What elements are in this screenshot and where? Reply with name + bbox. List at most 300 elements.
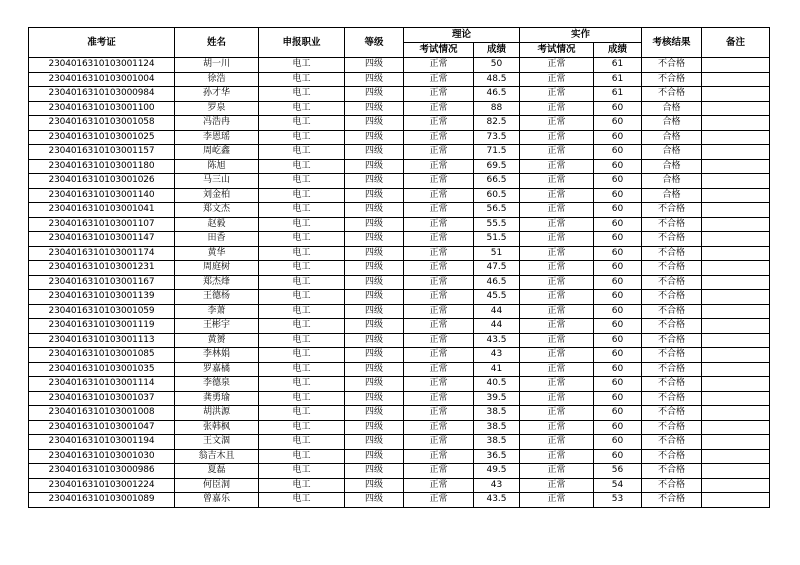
cell-practice-score: 60 — [594, 261, 642, 276]
cell-name: 陈旭 — [175, 159, 259, 174]
cell-practice-score: 60 — [594, 406, 642, 421]
cell-id: 2304016310103001231 — [29, 261, 175, 276]
cell-name: 何臣洞 — [175, 478, 259, 493]
cell-result: 不合格 — [642, 261, 702, 276]
cell-theory-score: 88 — [474, 101, 520, 116]
table-row — [29, 406, 770, 421]
cell-name: 李萧 — [175, 304, 259, 319]
table-row — [29, 377, 770, 392]
cell-practice-status: 正常 — [520, 203, 594, 218]
cell-id: 2304016310103001085 — [29, 348, 175, 363]
cell-practice-score: 60 — [594, 420, 642, 435]
cell-practice-status: 正常 — [520, 116, 594, 131]
cell-remark — [702, 449, 770, 464]
cell-remark — [702, 232, 770, 247]
cell-id: 2304016310103001157 — [29, 145, 175, 160]
table-row — [29, 174, 770, 189]
cell-name: 罗泉 — [175, 101, 259, 116]
cell-theory-score: 36.5 — [474, 449, 520, 464]
cell-result: 合格 — [642, 174, 702, 189]
table-row — [29, 348, 770, 363]
cell-practice-score: 60 — [594, 275, 642, 290]
cell-theory-status: 正常 — [404, 203, 474, 218]
cell-practice-score: 60 — [594, 377, 642, 392]
cell-theory-status: 正常 — [404, 275, 474, 290]
cell-theory-score: 66.5 — [474, 174, 520, 189]
cell-level: 四级 — [345, 174, 404, 189]
cell-level: 四级 — [345, 232, 404, 247]
cell-practice-status: 正常 — [520, 348, 594, 363]
cell-result: 不合格 — [642, 377, 702, 392]
cell-theory-score: 55.5 — [474, 217, 520, 232]
cell-remark — [702, 72, 770, 87]
cell-theory-score: 51 — [474, 246, 520, 261]
cell-level: 四级 — [345, 159, 404, 174]
cell-practice-score: 56 — [594, 464, 642, 479]
cell-name: 马三山 — [175, 174, 259, 189]
cell-practice-score: 60 — [594, 348, 642, 363]
cell-theory-score: 69.5 — [474, 159, 520, 174]
cell-level: 四级 — [345, 188, 404, 203]
cell-level: 四级 — [345, 362, 404, 377]
cell-theory-score: 50 — [474, 58, 520, 73]
cell-theory-score: 56.5 — [474, 203, 520, 218]
cell-practice-status: 正常 — [520, 304, 594, 319]
cell-practice-score: 61 — [594, 87, 642, 102]
cell-theory-status: 正常 — [404, 58, 474, 73]
cell-practice-status: 正常 — [520, 333, 594, 348]
table-row — [29, 435, 770, 450]
cell-theory-status: 正常 — [404, 72, 474, 87]
cell-practice-status: 正常 — [520, 87, 594, 102]
cell-practice-score: 60 — [594, 159, 642, 174]
cell-job: 电工 — [259, 58, 345, 73]
cell-practice-status: 正常 — [520, 159, 594, 174]
cell-result: 合格 — [642, 101, 702, 116]
cell-practice-score: 60 — [594, 232, 642, 247]
cell-remark — [702, 290, 770, 305]
cell-level: 四级 — [345, 58, 404, 73]
table-row — [29, 319, 770, 334]
cell-theory-status: 正常 — [404, 348, 474, 363]
cell-id: 2304016310103001140 — [29, 188, 175, 203]
cell-theory-score: 47.5 — [474, 261, 520, 276]
cell-result: 不合格 — [642, 319, 702, 334]
cell-practice-status: 正常 — [520, 232, 594, 247]
cell-job: 电工 — [259, 101, 345, 116]
cell-practice-status: 正常 — [520, 275, 594, 290]
cell-practice-status: 正常 — [520, 217, 594, 232]
cell-name: 曾嘉乐 — [175, 493, 259, 508]
cell-job: 电工 — [259, 478, 345, 493]
cell-id: 2304016310103001004 — [29, 72, 175, 87]
cell-job: 电工 — [259, 464, 345, 479]
cell-name: 黄赟 — [175, 333, 259, 348]
cell-theory-status: 正常 — [404, 159, 474, 174]
cell-name: 李恩瑶 — [175, 130, 259, 145]
cell-remark — [702, 464, 770, 479]
cell-theory-score: 49.5 — [474, 464, 520, 479]
cell-theory-score: 51.5 — [474, 232, 520, 247]
table-row — [29, 203, 770, 218]
cell-name: 李德泉 — [175, 377, 259, 392]
table-row — [29, 464, 770, 479]
cell-theory-status: 正常 — [404, 435, 474, 450]
cell-practice-status: 正常 — [520, 101, 594, 116]
cell-theory-score: 60.5 — [474, 188, 520, 203]
cell-remark — [702, 493, 770, 508]
cell-result: 不合格 — [642, 72, 702, 87]
cell-practice-status: 正常 — [520, 406, 594, 421]
cell-level: 四级 — [345, 449, 404, 464]
cell-theory-status: 正常 — [404, 304, 474, 319]
cell-remark — [702, 159, 770, 174]
cell-theory-status: 正常 — [404, 232, 474, 247]
cell-remark — [702, 246, 770, 261]
table-row — [29, 333, 770, 348]
cell-practice-status: 正常 — [520, 174, 594, 189]
cell-remark — [702, 304, 770, 319]
cell-theory-score: 44 — [474, 304, 520, 319]
cell-level: 四级 — [345, 261, 404, 276]
cell-job: 电工 — [259, 87, 345, 102]
cell-name: 周屹鑫 — [175, 145, 259, 160]
cell-level: 四级 — [345, 116, 404, 131]
col-header-job: 申报职业 — [259, 28, 345, 58]
cell-theory-status: 正常 — [404, 420, 474, 435]
table-row — [29, 58, 770, 73]
cell-result: 不合格 — [642, 406, 702, 421]
cell-practice-score: 60 — [594, 101, 642, 116]
cell-remark — [702, 174, 770, 189]
cell-theory-score: 44 — [474, 319, 520, 334]
cell-level: 四级 — [345, 478, 404, 493]
cell-result: 不合格 — [642, 362, 702, 377]
cell-remark — [702, 217, 770, 232]
cell-level: 四级 — [345, 145, 404, 160]
cell-theory-score: 39.5 — [474, 391, 520, 406]
cell-level: 四级 — [345, 304, 404, 319]
col-header-theory-status: 考试情况 — [404, 43, 474, 58]
cell-name: 王文涸 — [175, 435, 259, 450]
cell-name: 田香 — [175, 232, 259, 247]
cell-name: 张韩枫 — [175, 420, 259, 435]
cell-result: 不合格 — [642, 246, 702, 261]
cell-result: 不合格 — [642, 435, 702, 450]
cell-level: 四级 — [345, 101, 404, 116]
cell-result: 不合格 — [642, 58, 702, 73]
table-row — [29, 116, 770, 131]
cell-practice-score: 61 — [594, 58, 642, 73]
cell-id: 2304016310103000986 — [29, 464, 175, 479]
cell-level: 四级 — [345, 72, 404, 87]
cell-result: 不合格 — [642, 217, 702, 232]
cell-level: 四级 — [345, 130, 404, 145]
cell-level: 四级 — [345, 87, 404, 102]
cell-remark — [702, 275, 770, 290]
table-row — [29, 232, 770, 247]
cell-result: 不合格 — [642, 203, 702, 218]
cell-job: 电工 — [259, 275, 345, 290]
cell-practice-score: 60 — [594, 174, 642, 189]
table-row — [29, 246, 770, 261]
cell-job: 电工 — [259, 290, 345, 305]
cell-id: 2304016310103001114 — [29, 377, 175, 392]
cell-theory-status: 正常 — [404, 478, 474, 493]
col-header-practice-score: 成绩 — [594, 43, 642, 58]
cell-id: 2304016310103001124 — [29, 58, 175, 73]
cell-practice-status: 正常 — [520, 58, 594, 73]
cell-theory-status: 正常 — [404, 333, 474, 348]
cell-result: 不合格 — [642, 493, 702, 508]
cell-job: 电工 — [259, 420, 345, 435]
col-header-practice: 实作 — [520, 28, 642, 43]
cell-remark — [702, 377, 770, 392]
table-row — [29, 217, 770, 232]
cell-level: 四级 — [345, 290, 404, 305]
table-row — [29, 290, 770, 305]
cell-job: 电工 — [259, 493, 345, 508]
cell-level: 四级 — [345, 275, 404, 290]
cell-practice-score: 54 — [594, 478, 642, 493]
cell-job: 电工 — [259, 304, 345, 319]
cell-result: 不合格 — [642, 464, 702, 479]
cell-theory-status: 正常 — [404, 319, 474, 334]
cell-theory-score: 38.5 — [474, 435, 520, 450]
cell-id: 2304016310103001041 — [29, 203, 175, 218]
cell-theory-status: 正常 — [404, 174, 474, 189]
cell-remark — [702, 420, 770, 435]
cell-name: 翁吉木且 — [175, 449, 259, 464]
cell-practice-status: 正常 — [520, 319, 594, 334]
cell-name: 黄华 — [175, 246, 259, 261]
cell-level: 四级 — [345, 493, 404, 508]
cell-job: 电工 — [259, 203, 345, 218]
cell-theory-score: 40.5 — [474, 377, 520, 392]
col-header-theory-score: 成绩 — [474, 43, 520, 58]
cell-practice-score: 60 — [594, 319, 642, 334]
table-row — [29, 145, 770, 160]
cell-practice-score: 60 — [594, 391, 642, 406]
table-row — [29, 72, 770, 87]
cell-name: 夏磊 — [175, 464, 259, 479]
header-row-top — [29, 28, 770, 43]
cell-theory-score: 38.5 — [474, 420, 520, 435]
cell-remark — [702, 101, 770, 116]
cell-id: 2304016310103001167 — [29, 275, 175, 290]
cell-job: 电工 — [259, 116, 345, 131]
cell-level: 四级 — [345, 391, 404, 406]
cell-result: 不合格 — [642, 304, 702, 319]
cell-practice-score: 60 — [594, 435, 642, 450]
cell-theory-score: 43.5 — [474, 333, 520, 348]
table-row — [29, 478, 770, 493]
table-row — [29, 87, 770, 102]
cell-level: 四级 — [345, 464, 404, 479]
cell-name: 王德杨 — [175, 290, 259, 305]
cell-remark — [702, 478, 770, 493]
cell-name: 孙才华 — [175, 87, 259, 102]
cell-practice-status: 正常 — [520, 72, 594, 87]
cell-result: 合格 — [642, 188, 702, 203]
cell-practice-status: 正常 — [520, 493, 594, 508]
cell-job: 电工 — [259, 174, 345, 189]
cell-id: 2304016310103001058 — [29, 116, 175, 131]
cell-name: 胡洪源 — [175, 406, 259, 421]
cell-practice-status: 正常 — [520, 478, 594, 493]
col-header-practice-status: 考试情况 — [520, 43, 594, 58]
cell-id: 2304016310103001180 — [29, 159, 175, 174]
cell-result: 不合格 — [642, 391, 702, 406]
table-row — [29, 275, 770, 290]
cell-id: 2304016310103001147 — [29, 232, 175, 247]
cell-theory-score: 38.5 — [474, 406, 520, 421]
cell-id: 2304016310103000984 — [29, 87, 175, 102]
cell-job: 电工 — [259, 188, 345, 203]
cell-practice-score: 53 — [594, 493, 642, 508]
cell-practice-status: 正常 — [520, 435, 594, 450]
cell-practice-status: 正常 — [520, 130, 594, 145]
cell-id: 2304016310103001047 — [29, 420, 175, 435]
cell-job: 电工 — [259, 130, 345, 145]
cell-theory-status: 正常 — [404, 290, 474, 305]
cell-practice-status: 正常 — [520, 246, 594, 261]
cell-theory-status: 正常 — [404, 377, 474, 392]
cell-practice-score: 60 — [594, 130, 642, 145]
table-row — [29, 449, 770, 464]
cell-name: 刘金柏 — [175, 188, 259, 203]
cell-job: 电工 — [259, 319, 345, 334]
cell-theory-status: 正常 — [404, 87, 474, 102]
cell-result: 合格 — [642, 145, 702, 160]
cell-theory-status: 正常 — [404, 464, 474, 479]
cell-level: 四级 — [345, 333, 404, 348]
cell-result: 不合格 — [642, 87, 702, 102]
cell-theory-score: 82.5 — [474, 116, 520, 131]
cell-practice-score: 60 — [594, 304, 642, 319]
cell-remark — [702, 261, 770, 276]
cell-practice-score: 60 — [594, 362, 642, 377]
cell-result: 合格 — [642, 159, 702, 174]
cell-level: 四级 — [345, 217, 404, 232]
cell-result: 不合格 — [642, 348, 702, 363]
cell-id: 2304016310103001194 — [29, 435, 175, 450]
cell-practice-status: 正常 — [520, 377, 594, 392]
cell-theory-status: 正常 — [404, 145, 474, 160]
cell-practice-status: 正常 — [520, 261, 594, 276]
cell-id: 2304016310103001026 — [29, 174, 175, 189]
cell-job: 电工 — [259, 391, 345, 406]
cell-remark — [702, 348, 770, 363]
cell-id: 2304016310103001025 — [29, 130, 175, 145]
cell-job: 电工 — [259, 449, 345, 464]
cell-remark — [702, 333, 770, 348]
cell-result: 不合格 — [642, 232, 702, 247]
cell-practice-score: 60 — [594, 188, 642, 203]
cell-practice-status: 正常 — [520, 391, 594, 406]
cell-theory-status: 正常 — [404, 246, 474, 261]
cell-result: 不合格 — [642, 275, 702, 290]
cell-job: 电工 — [259, 145, 345, 160]
cell-job: 电工 — [259, 362, 345, 377]
cell-job: 电工 — [259, 72, 345, 87]
cell-id: 2304016310103001100 — [29, 101, 175, 116]
cell-job: 电工 — [259, 406, 345, 421]
cell-level: 四级 — [345, 435, 404, 450]
cell-name: 胡一川 — [175, 58, 259, 73]
cell-theory-score: 41 — [474, 362, 520, 377]
cell-theory-score: 45.5 — [474, 290, 520, 305]
cell-result: 不合格 — [642, 420, 702, 435]
cell-level: 四级 — [345, 406, 404, 421]
cell-job: 电工 — [259, 377, 345, 392]
cell-practice-status: 正常 — [520, 420, 594, 435]
cell-name: 周庭树 — [175, 261, 259, 276]
cell-name: 李林娟 — [175, 348, 259, 363]
col-header-name: 姓名 — [175, 28, 259, 58]
cell-remark — [702, 203, 770, 218]
cell-job: 电工 — [259, 348, 345, 363]
col-header-remark: 备注 — [702, 28, 770, 58]
cell-id: 2304016310103001107 — [29, 217, 175, 232]
cell-name: 郑杰烽 — [175, 275, 259, 290]
table-row — [29, 420, 770, 435]
cell-remark — [702, 58, 770, 73]
cell-result: 不合格 — [642, 290, 702, 305]
col-header-result: 考核结果 — [642, 28, 702, 58]
cell-theory-status: 正常 — [404, 493, 474, 508]
cell-theory-score: 43.5 — [474, 493, 520, 508]
cell-theory-score: 71.5 — [474, 145, 520, 160]
cell-remark — [702, 130, 770, 145]
cell-id: 2304016310103001037 — [29, 391, 175, 406]
cell-theory-status: 正常 — [404, 261, 474, 276]
table-row — [29, 188, 770, 203]
cell-practice-status: 正常 — [520, 188, 594, 203]
cell-name: 郑文杰 — [175, 203, 259, 218]
cell-theory-score: 73.5 — [474, 130, 520, 145]
cell-name: 龚勇瑜 — [175, 391, 259, 406]
cell-theory-status: 正常 — [404, 116, 474, 131]
cell-practice-status: 正常 — [520, 290, 594, 305]
cell-id: 2304016310103001030 — [29, 449, 175, 464]
cell-id: 2304016310103001059 — [29, 304, 175, 319]
cell-job: 电工 — [259, 159, 345, 174]
cell-id: 2304016310103001008 — [29, 406, 175, 421]
cell-result: 不合格 — [642, 449, 702, 464]
cell-name: 罗嘉橘 — [175, 362, 259, 377]
cell-id: 2304016310103001174 — [29, 246, 175, 261]
cell-remark — [702, 391, 770, 406]
cell-remark — [702, 435, 770, 450]
cell-id: 2304016310103001113 — [29, 333, 175, 348]
cell-name: 王彬宇 — [175, 319, 259, 334]
table-row — [29, 159, 770, 174]
cell-theory-status: 正常 — [404, 130, 474, 145]
cell-id: 2304016310103001139 — [29, 290, 175, 305]
col-header-level: 等级 — [345, 28, 404, 58]
cell-level: 四级 — [345, 377, 404, 392]
cell-practice-score: 61 — [594, 72, 642, 87]
cell-remark — [702, 145, 770, 160]
cell-theory-score: 46.5 — [474, 87, 520, 102]
cell-theory-status: 正常 — [404, 406, 474, 421]
cell-level: 四级 — [345, 420, 404, 435]
table-row — [29, 130, 770, 145]
cell-result: 合格 — [642, 130, 702, 145]
cell-practice-score: 60 — [594, 203, 642, 218]
cell-theory-score: 48.5 — [474, 72, 520, 87]
